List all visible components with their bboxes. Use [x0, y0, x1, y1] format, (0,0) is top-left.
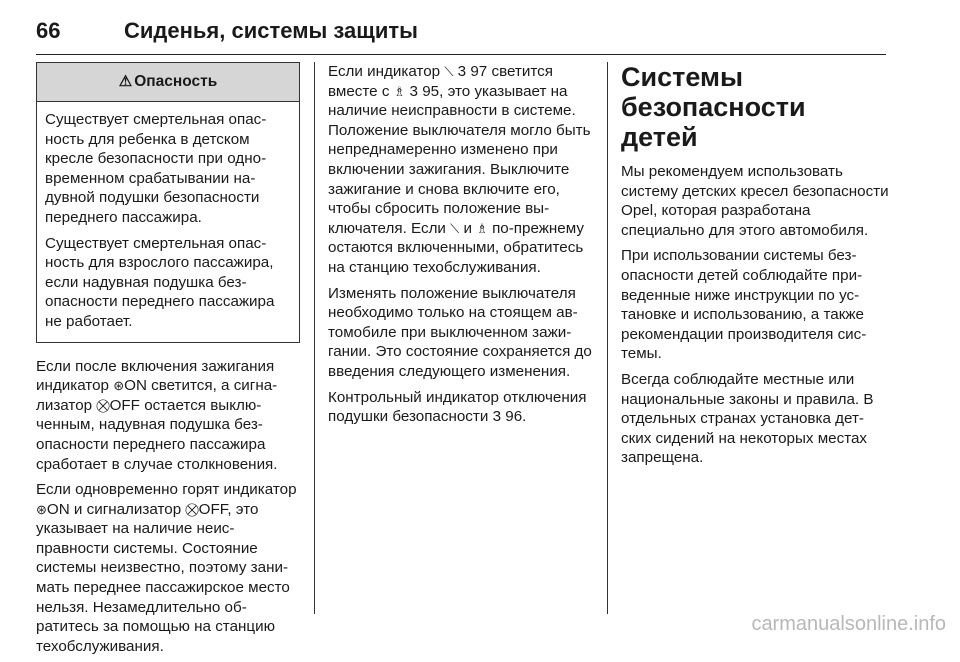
warning-paragraph: Существует смертельная опасность для взрослого пассажира, если надувная подушка безопасности переднего пассажира не работает. [45, 234, 275, 330]
seatbelt-icon: ⟍ [444, 64, 454, 79]
paragraph: Всегда соблюдайте местные или национальные законы и правила. В отдельных странах установка детских сидений на некоторых местах запрещена. [621, 370, 874, 467]
paragraph: Мы рекомендуем использовать систему детских кресел безопасности Opel, которая разработана специально для этого автомобиля. [621, 163, 889, 239]
paragraph: Если после включения зажигания индикатор ⊛ON светится, а сигнализатор ⛒OFF остается выключенным, надувная подушка безопасности переднего пассажира сработает в случае столкновения. [36, 357, 278, 473]
column-left [36, 62, 300, 662]
airbag-off-icon: ⛒ [96, 397, 110, 413]
warning-title: Опасность [134, 73, 218, 90]
watermark: carmanualsonline.info [751, 613, 946, 635]
warning-body [37, 102, 299, 342]
page-title: Сиденья, системы защиты [124, 18, 418, 43]
warning-triangle-icon: ⚠ [118, 73, 133, 90]
column-divider [314, 62, 315, 614]
page-number: 66 [36, 18, 61, 43]
paragraph: Контрольный индикатор отключения подушки безопасности 3 96. [328, 388, 587, 426]
section-title: Системы безопасности детей [621, 62, 806, 152]
reference-arrow: 3 [457, 63, 467, 80]
airbag-on-icon: ⊛ [113, 378, 125, 394]
warning-header [37, 63, 299, 102]
column-right [621, 62, 889, 474]
warning-box [36, 62, 300, 343]
seatbelt-icon: ⟍ [450, 220, 460, 236]
paragraph: При использовании системы безопасности детей соблюдайте приведенные ниже инструкции по установке и использованию, а также рекомендации производителя системы. [621, 247, 867, 363]
column-divider [607, 62, 608, 614]
airbag-warning-icon: ♗ [476, 220, 488, 236]
reference-arrow: 3 [492, 408, 502, 426]
airbag-off-icon: ⛒ [185, 501, 199, 517]
paragraph: Изменять положение выключателя необходимо только на стоящем автомобиле при выключенном зажигании. Это состояние сохраняется до введения следующего изменения. [328, 284, 592, 380]
reference-arrow: 3 [409, 82, 418, 100]
airbag-warning-icon: ♗ [393, 83, 406, 99]
warning-paragraph: Существует смертельная опасность для ребенка в детском кресле безопасности при одновременном срабатывании надувной подушки безопасности переднего пассажира. [45, 111, 267, 226]
page-header [36, 14, 886, 55]
paragraph: Если индикатор ⟍ 3 97 светится вместе с ♗ 3 95, это указывает на наличие неисправности в системе. Положение выключателя могло быть непреднамеренно изменено при включении зажигания. Выключите зажигание и снова включите его, чтобы сбросить положение выключателя. Если ⟍ и ♗ по-прежнему остаются включенными, обратитесь на станцию техобслуживания. [328, 63, 591, 276]
column-middle [328, 62, 594, 433]
airbag-on-icon: ⊛ [36, 501, 47, 517]
paragraph: Если одновременно горят индикатор ⊛ON и сигнализатор ⛒OFF, это указывает на наличие неисправности системы. Состояние системы неизвестно, поэтому занимать переднее пассажирское место нельзя. Незамедлительно обратитесь за помощью на станцию техобслуживания. [36, 481, 297, 655]
